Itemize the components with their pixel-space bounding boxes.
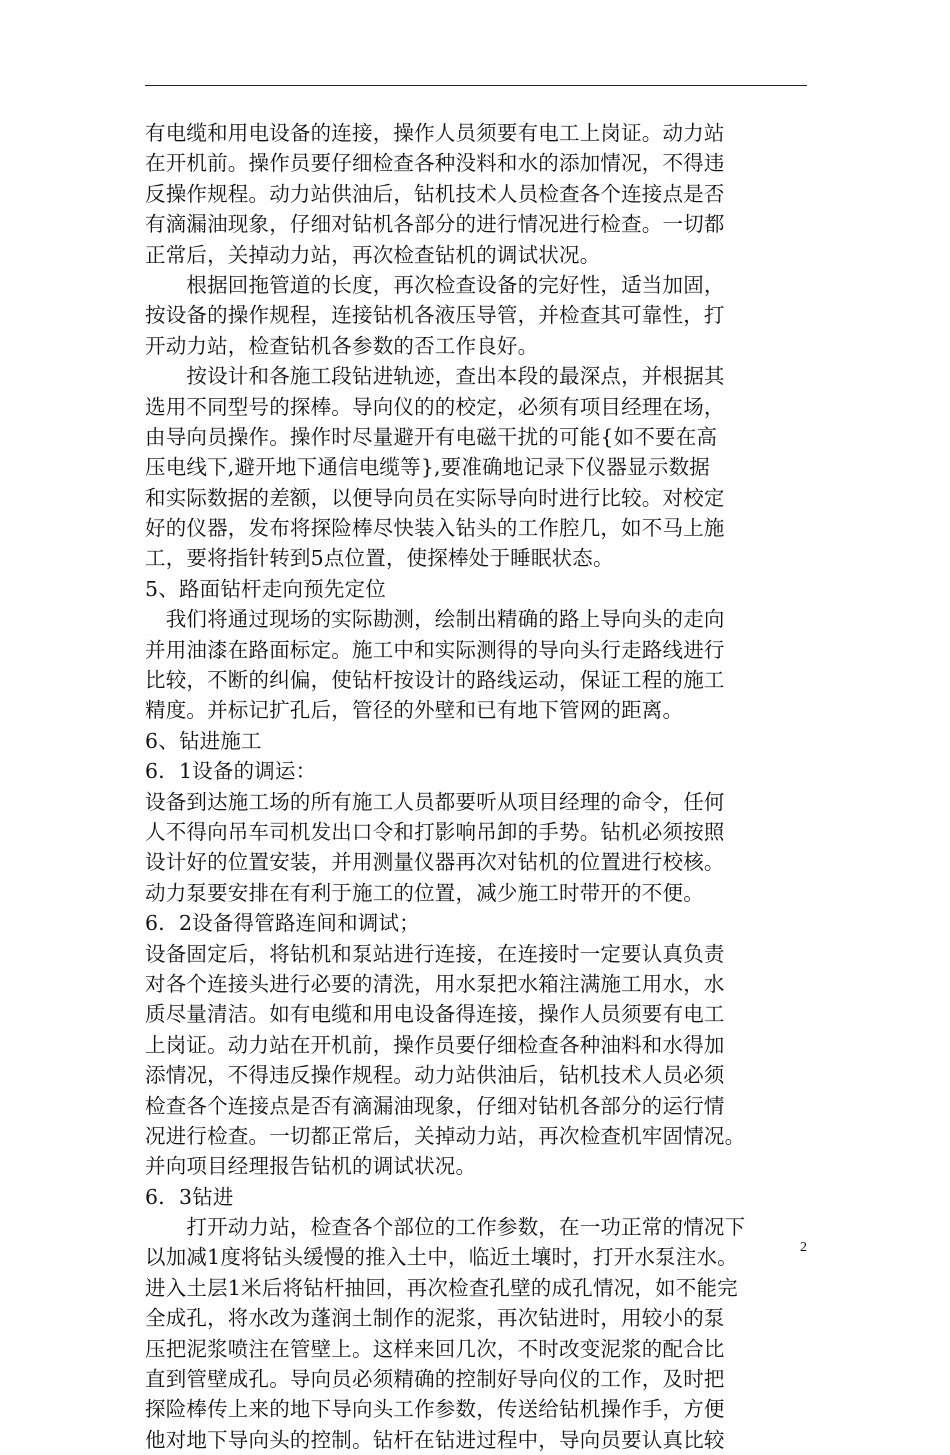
text-line: 选用不同型号的探棒。导向仪的的校定，必须有项目经理在场， (145, 394, 725, 419)
text-line: 精度。并标记扩孔后，管径的外壁和已有地下管网的距离。 (145, 698, 684, 723)
text-line: 并用油漆在路面标定。施工中和实际测得的导向头行走路线进行 (145, 637, 725, 662)
text-line: 质尽量清洁。如有电缆和用电设备得连接，操作人员须要有电工 (145, 1002, 725, 1027)
text-line: 6、钻进施工 (145, 728, 262, 753)
text-line: 反操作规程。动力站供油后，钻机技术人员检查各个连接点是否 (145, 181, 725, 206)
text-line: 人不得向吊车司机发出口令和打影响吊卸的手势。钻机必须按照 (145, 819, 725, 844)
text-line: 打开动力站，检查各个部位的工作参数，在一功正常的情况下 (145, 1215, 746, 1240)
text-line: 直到管壁成孔。导向员必须精确的控制好导向仪的工作，及时把 (145, 1367, 725, 1392)
text-line: 设备到达施工场的所有施工人员都要听从项目经理的命令，任何 (145, 789, 725, 814)
text-line: 探险棒传上来的地下导向头工作参数，传送给钻机操作手，方便 (145, 1397, 725, 1422)
text-line: 正常后，关掉动力站，再次检查钻机的调试状况。 (145, 242, 601, 267)
text-line: 他对地下导向头的控制。钻杆在钻进过程中，导向员要认真比较 (145, 1427, 725, 1452)
text-line: 检查各个连接点是否有滴漏油现象，仔细对钻机各部分的运行情 (145, 1093, 725, 1118)
text-line: 上岗证。动力站在开机前，操作员要仔细检查各种油料和水得加 (145, 1032, 725, 1057)
text-line: 根据回拖管道的长度，再次检查设备的完好性，适当加固， (145, 272, 725, 297)
page-number: 2 (800, 1240, 807, 1255)
text-line: 比较，不断的纠偏，使钻杆按设计的路线运动，保证工程的施工 (145, 668, 725, 693)
text-line: 以加减1度将钻头缓慢的推入土中，临近土壤时，打开水泵注水。 (145, 1245, 738, 1270)
text-line: 进入土层1米后将钻杆抽回，再次检查孔壁的成孔情况，如不能完 (145, 1275, 738, 1300)
text-line: 和实际数据的差额，以便导向员在实际导向时进行比较。对校定 (145, 485, 725, 510)
text-line: 添情况，不得违反操作规程。动力站供油后，钻机技术人员必须 (145, 1063, 725, 1088)
text-line: 开动力站，检查钻机各参数的否工作良好。 (145, 333, 539, 358)
document-body (145, 118, 813, 1455)
text-line: 6．3钻进 (145, 1184, 234, 1209)
text-line: 压把泥浆喷注在管壁上。这样来回几次，不时改变泥浆的配合比 (145, 1336, 725, 1361)
text-line: 6．1设备的调运： (145, 759, 317, 784)
text-line: 工，要将指针转到5点位置，使探棒处于睡眠状态。 (145, 546, 614, 571)
text-line: 好的仪器，发布将探险棒尽快装入钻头的工作腔几，如不马上施 (145, 516, 725, 541)
text-line: 6．2设备得管路连间和调试； (145, 911, 420, 936)
text-line: 全成孔，将水改为蓬润土制作的泥浆，再次钻进时，用较小的泵 (145, 1306, 725, 1331)
text-line: 5、路面钻杆走向预先定位 (145, 576, 386, 601)
text-line: 压电线下,避开地下通信电缆等},要准确地记录下仪器显示数据 (145, 455, 710, 480)
text-line: 况进行检查。一切都正常后，关掉动力站，再次检查机牢固情况。 (145, 1123, 746, 1148)
text-line: 在开机前。操作员要仔细检查各种没料和水的添加情况，不得违 (145, 151, 725, 176)
text-line: 设备固定后，将钻机和泵站进行连接，在连接时一定要认真负责 (145, 941, 725, 966)
text-line: 由导向员操作。操作时尽量避开有电磁干扰的可能{如不要在高 (145, 424, 718, 449)
text-line: 有滴漏油现象，仔细对钻机各部分的进行情况进行检查。一切都 (145, 212, 725, 237)
header-rule (145, 85, 807, 86)
text-line: 按设计和各施工段钻进轨迹，查出本段的最深点，并根据其 (145, 364, 725, 389)
text-line: 动力泵要安排在有利于施工的位置，减少施工时带开的不便。 (145, 880, 704, 905)
text-line: 设计好的位置安装，并用测量仪器再次对钻机的位置进行校核。 (145, 850, 725, 875)
text-line: 对各个连接头进行必要的清洗，用水泵把水箱注满施工用水，水 (145, 971, 725, 996)
text-line: 有电缆和用电设备的连接，操作人员须要有电工上岗证。动力站 (145, 121, 725, 145)
text-line: 并向项目经理报告钻机的调试状况。 (145, 1154, 477, 1179)
text-line: 按设备的操作规程，连接钻机各液压导管，并检查其可靠性，打 (145, 303, 725, 328)
text-line: 我们将通过现场的实际勘测，绘制出精确的路上导向头的走向 (145, 607, 725, 632)
